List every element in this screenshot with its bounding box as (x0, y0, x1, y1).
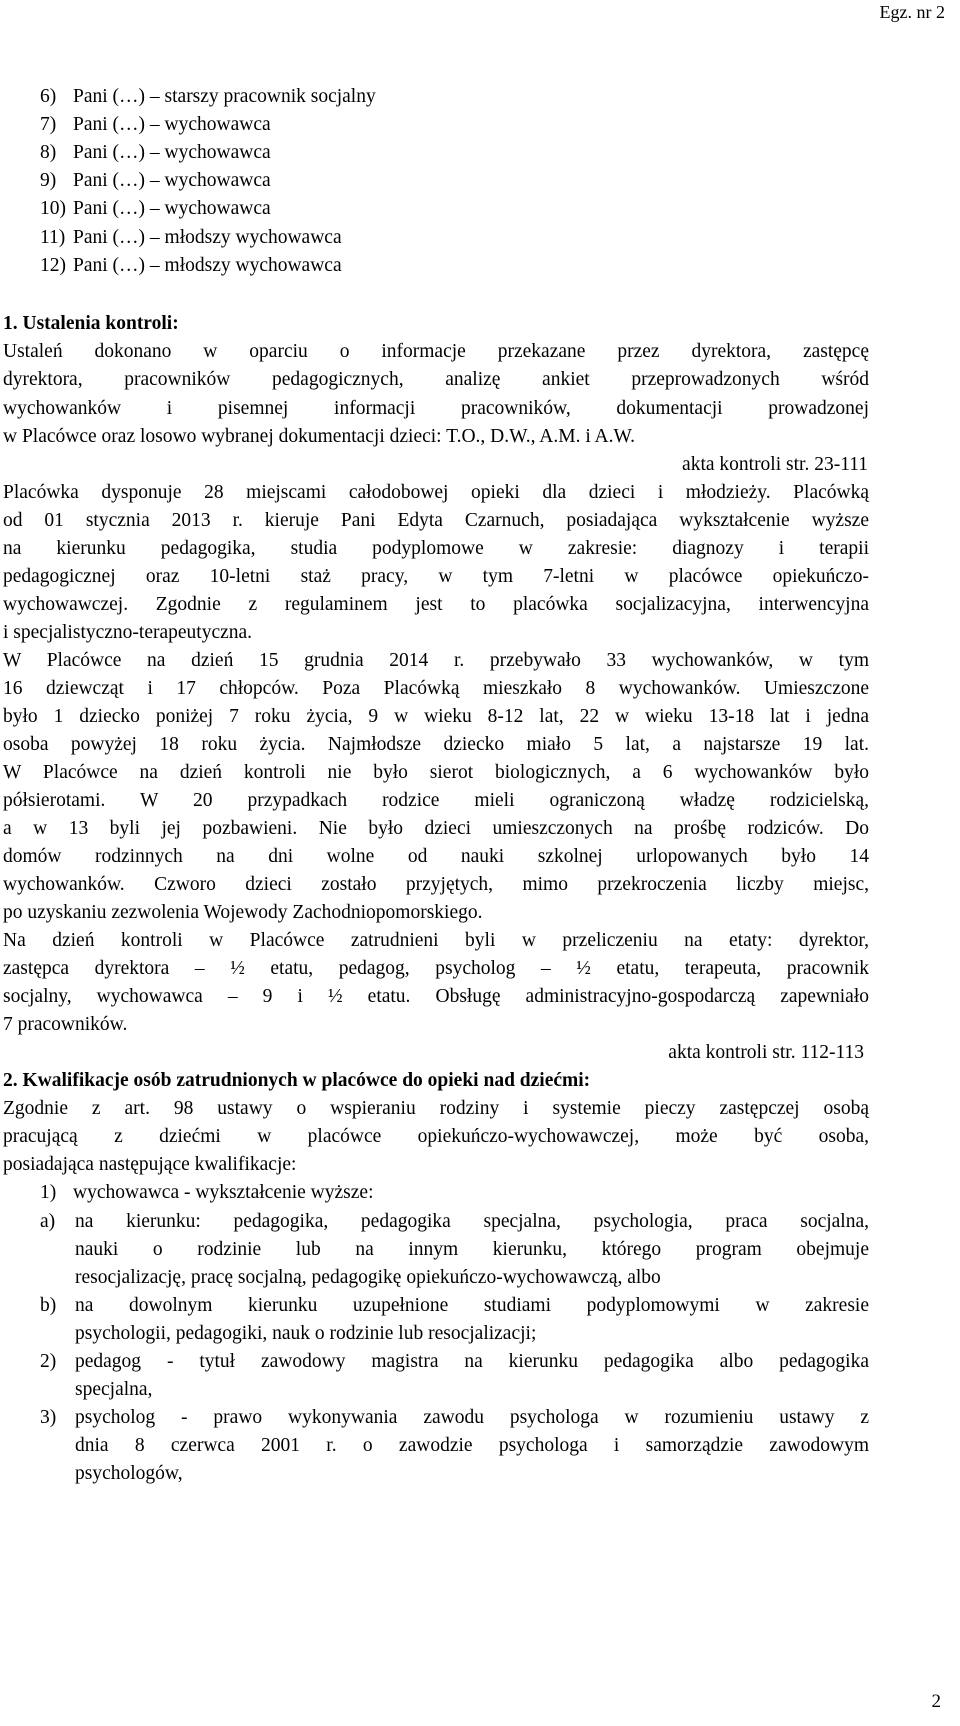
paragraph-line: Na dzień kontroli w Placówce zatrudnieni byli w przeliczeniu na etaty: dyrektor, (3, 930, 869, 951)
sub-item-a-line: nauki o rodzinie lub na innym kierunku, którego program obejmuje (75, 1239, 869, 1260)
sub-item-b-line: na dowolnym kierunku uzupełnione studiami podyplomowymi w zakresie (75, 1295, 869, 1316)
paragraph-line: zastępca dyrektora – ½ etatu, pedagog, psycholog – ½ etatu, terapeuta, pracownik (3, 958, 869, 979)
sub-item-a-line: resocjalizację, pracę socjalną, pedagogikę opiekuńczo-wychowawczą, albo (75, 1267, 661, 1288)
document-page: Egz. nr 2 6) Pani (…) – starszy pracownik socjalny 7) Pani (…) – wychowawca 8) Pani (…) – wychowawca 9) Pani (…) – wychowawca 10) Pani (…) – wychowawca 11) Pani (…) – młodszy wychowawca 12) Pani (…) – młodszy wychowawca 1. Ustalenia kontroli: Ustaleń dokonano w oparciu o informacje przekazane przez dyrektora, zastępcę dyrektora, pracowników pedagogicznych, analizę ankiet przeprowadzonych wśród wychowanków i pisemnej informacji pracowników, dokumentacji prowadzonej w Placówce oraz losowo wybranej dokumentacji dzieci: T.O., D.W., A.M. i A.W. akta kontroli str. 23-111 Placówka dysponuje 28 miejscami całodobowej opieki dla dzieci i młodzieży. Placówką od 01 stycznia 2013 r. kieruje Pani Edyta Czarnuch, posiadająca wykształcenie wyższe na kierunku pedagogika, studia podyplomowe w zakresie: diagnozy i terapii pedagogicznej oraz 10-letni staż pracy, w tym 7-letni w placówce opiekuńczo- wychowawczej. Zgodnie z regulaminem jest to placówka socjalizacyjna, interwencyjna i specjalistyczno-terapeutyczna. W Placówce na dzień 15 grudnia 2014 r. przebywało 33 wychowanków, w tym 16 dziewcząt i 17 chłopców. Poza Placówką mieszkało 8 wychowanków. Umieszczone było 1 dziecko poniżej 7 roku życia, 9 w wieku 8-12 lat, 22 w wieku 13-18 lat i jedna osoba powyżej 18 roku życia. Najmłodsze dziecko miało 5 lat, a najstarsze 19 lat. W Placówce na dzień kontroli nie było sierot biologicznych, a 6 wychowanków było półsierotami. W 20 przypadkach rodzice mieli ograniczoną władzę rodzicielską, a w 13 byli jej pozbawieni. Nie było dzieci umieszczonych na prośbę rodziców. Do domów rodzinnych na dni wolne od nauki szkolnej urlopowanych było 14 wychowanków. Czworo dzieci zostało przyjętych, mimo przekroczenia liczby miejsc, po uzyskaniu zezwolenia Wojewody Zachodniopomorskiego. Na dzień kontroli w Placówce zatrudnieni byli w przeliczeniu na etaty: dyrektor, zastępca dyrektora – ½ etatu, pedagog, psycholog – ½ etatu, terapeuta, pracownik socjalny, wychowawca – 9 i ½ etatu. Obsługę administracyjno-gospodarczą zapewniało 7 pracowników. akta kontroli str. 112-113 2. Kwalifikacje osób zatrudnionych w placówce do opieki nad dziećmi: Zgodnie z art. 98 ustawy o wspieraniu rodziny i systemie pieczy zastępczej osobą pracującą z dziećmi w placówce opiekuńczo-wychowawczej, może być osoba, posiadająca następujące kwalifikacje: 1) wychowawca - wykształcenie wyższe: a) na kierunku: pedagogika, pedagogika specjalna, psychologia, praca socjalna, nauki o rodzinie lub na innym kierunku, którego program obejmuje resocjalizację, pracę socjalną, pedagogikę opiekuńczo-wychowawczą, albo b) na dowolnym kierunku uzupełnione studiami podyplomowymi w zakresie psychologii, pedagogiki, nauk o rodzinie lub resocjalizacji; 2) pedagog - tytuł zawodowy magistra na kierunku pedagogika albo pedagogika specjalna, 3) psycholog - prawo wykonywania zawodu psychologa w rozumieniu ustawy z dnia 8 czerwca 2001 r. o zawodzie psychologa i samorządzie zawodowym psychologów, 2 (3, 2, 945, 1712)
page-number: 2 (931, 1691, 941, 1712)
item-2-line: specjalna, (75, 1379, 153, 1400)
paragraph-line: na kierunku pedagogika, studia podyplomowe w zakresie: diagnozy i terapii (3, 538, 869, 559)
paragraph-line: było 1 dziecko poniżej 7 roku życia, 9 w wieku 8-12 lat, 22 w wieku 13-18 lat i jedna (3, 706, 869, 727)
paragraph-line: socjalny, wychowawca – 9 i ½ etatu. Obsługę administracyjno-gospodarczą zapewniało (3, 986, 869, 1007)
paragraph-line: półsierotami. W 20 przypadkach rodzice mieli ograniczoną władzę rodzicielską, (3, 790, 869, 811)
sub-item-a-line: na kierunku: pedagogika, pedagogika specjalna, psychologia, praca socjalna, (75, 1211, 869, 1232)
section-heading-qualifications: 2. Kwalifikacje osób zatrudnionych w placówce do opieki nad dziećmi: (3, 1070, 591, 1091)
file-reference: akta kontroli str. 23-111 (682, 454, 868, 475)
paragraph-line: osoba powyżej 18 roku życia. Najmłodsze dziecko miało 5 lat, a najstarsze 19 lat. (3, 734, 869, 755)
paragraph-line: 16 dziewcząt i 17 chłopców. Poza Placówką mieszkało 8 wychowanków. Umieszczone (3, 678, 869, 699)
file-reference: akta kontroli str. 112-113 (668, 1042, 864, 1063)
paragraph-line: wychowanków. Czworo dzieci zostało przyjętych, mimo przekroczenia liczby miejsc, (3, 874, 869, 895)
paragraph-line: Ustaleń dokonano w oparciu o informacje przekazane przez dyrektora, zastępcę (3, 341, 869, 362)
paragraph-line: a w 13 byli jej pozbawieni. Nie było dzieci umieszczonych na prośbę rodziców. Do (3, 818, 869, 839)
copy-number-header: Egz. nr 2 (879, 2, 945, 22)
paragraph-line: i specjalistyczno-terapeutyczna. (3, 622, 253, 643)
section-heading-findings: 1. Ustalenia kontroli: (3, 313, 179, 334)
paragraph-line: 7 pracowników. (3, 1014, 128, 1035)
item-3-line: psycholog - prawo wykonywania zawodu psychologa w rozumieniu ustawy z (75, 1407, 869, 1428)
paragraph-line: Zgodnie z art. 98 ustawy o wspieraniu rodziny i systemie pieczy zastępczej osobą (3, 1098, 869, 1119)
paragraph-line: posiadająca następujące kwalifikacje: (3, 1154, 297, 1175)
sub-item-b-line: psychologii, pedagogiki, nauk o rodzinie lub resocjalizacji; (75, 1323, 537, 1344)
paragraph-line: dyrektora, pracowników pedagogicznych, analizę ankiet przeprowadzonych wśród (3, 369, 869, 390)
paragraph-line: W Placówce na dzień 15 grudnia 2014 r. przebywało 33 wychowanków, w tym (3, 650, 869, 671)
item-2-line: pedagog - tytuł zawodowy magistra na kierunku pedagogika albo pedagogika (75, 1351, 869, 1372)
paragraph-line: W Placówce na dzień kontroli nie było sierot biologicznych, a 6 wychowanków było (3, 762, 869, 783)
item-3-line: dnia 8 czerwca 2001 r. o zawodzie psychologa i samorządzie zawodowym (75, 1435, 869, 1456)
paragraph-line: w Placówce oraz losowo wybranej dokumentacji dzieci: T.O., D.W., A.M. i A.W. (3, 426, 635, 447)
paragraph-line: pedagogicznej oraz 10-letni staż pracy, w tym 7-letni w placówce opiekuńczo- (3, 566, 869, 587)
paragraph-line: Placówka dysponuje 28 miejscami całodobowej opieki dla dzieci i młodzieży. Placówką (3, 482, 869, 503)
item-3-line: psychologów, (75, 1463, 183, 1484)
paragraph-line: po uzyskaniu zezwolenia Wojewody Zachodniopomorskiego. (3, 902, 483, 923)
paragraph-line: wychowanków i pisemnej informacji pracowników, dokumentacji prowadzonej (3, 398, 869, 419)
paragraph-line: pracującą z dziećmi w placówce opiekuńczo-wychowawczej, może być osoba, (3, 1126, 869, 1147)
paragraph-line: od 01 stycznia 2013 r. kieruje Pani Edyta Czarnuch, posiadająca wykształcenie wyższe (3, 510, 869, 531)
paragraph-line: wychowawczej. Zgodnie z regulaminem jest to placówka socjalizacyjna, interwencyjna (3, 594, 869, 615)
paragraph-line: domów rodzinnych na dni wolne od nauki szkolnej urlopowanych było 14 (3, 846, 869, 867)
